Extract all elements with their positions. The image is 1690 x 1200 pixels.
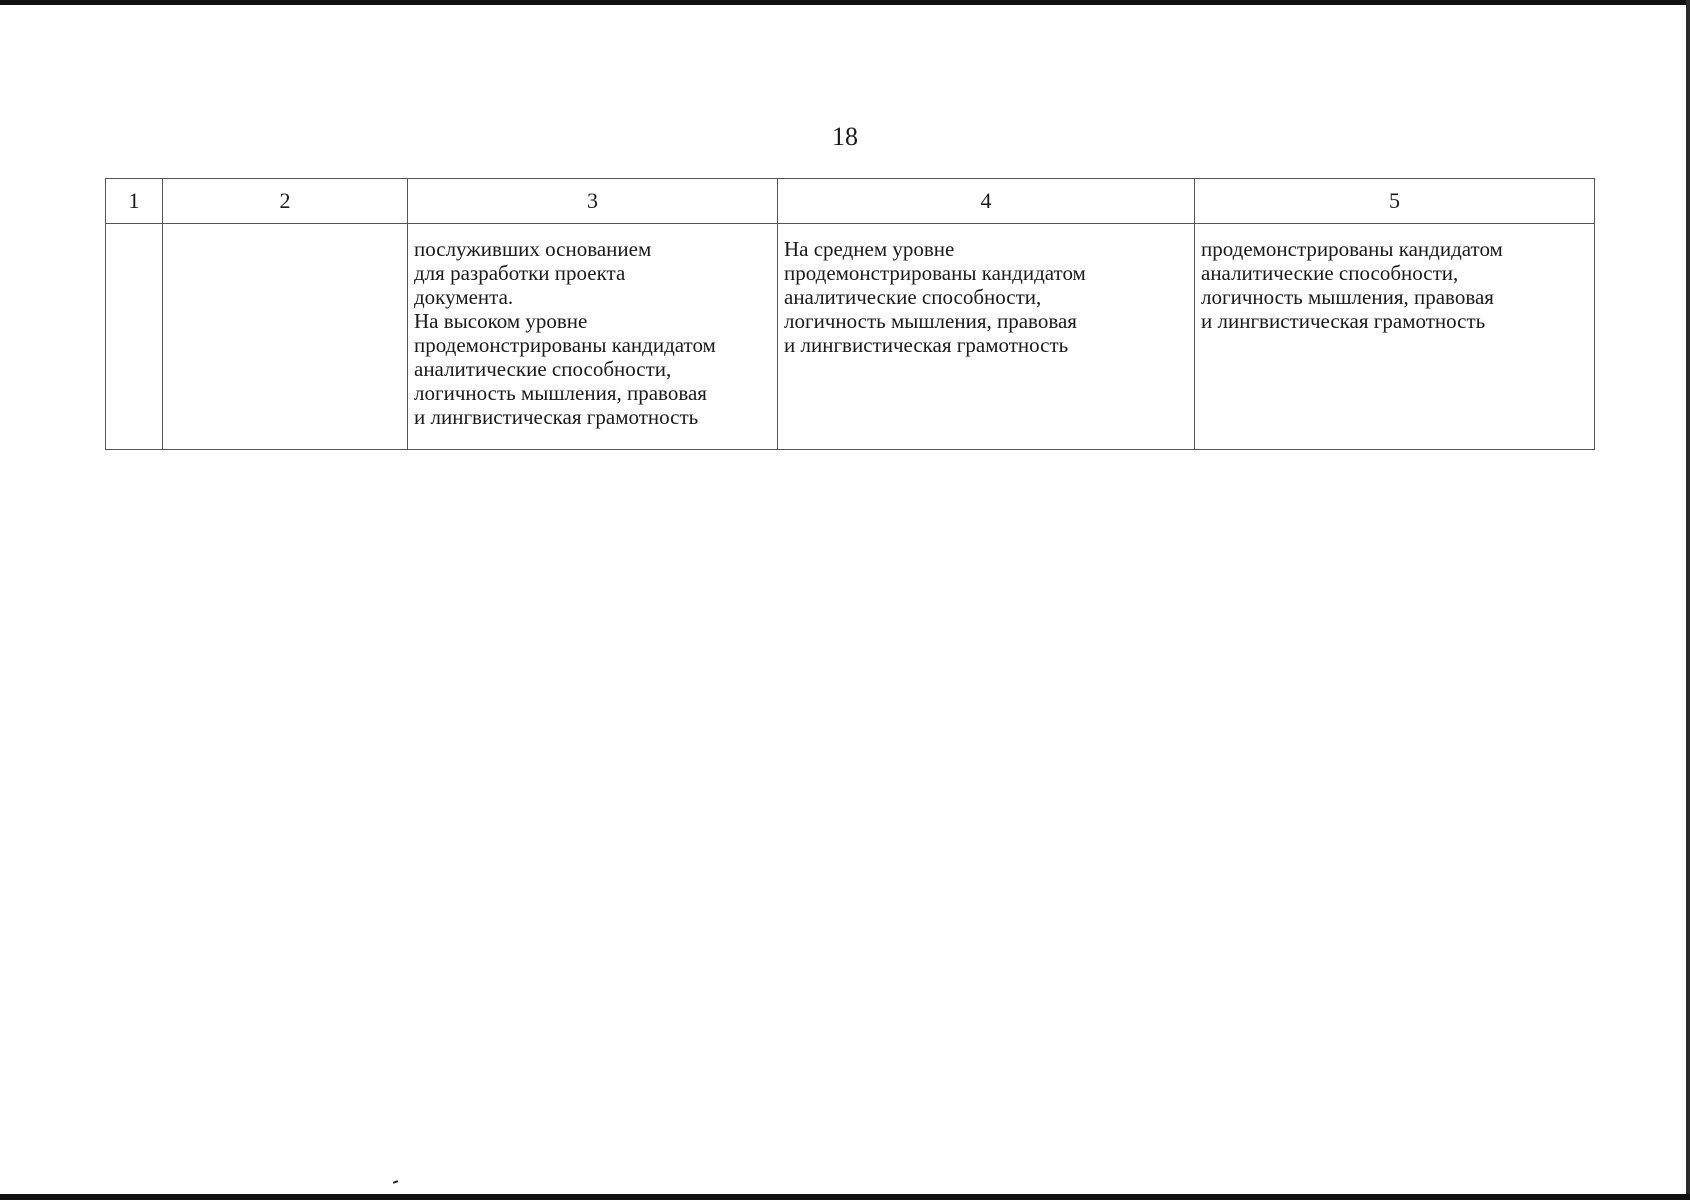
cell-text-line: логичность мышления, правовая (784, 309, 1077, 333)
cell-text-line: для разработки проекта (414, 261, 626, 285)
header-col-1: 1 (106, 179, 163, 224)
cell-text-line: послуживших основанием (414, 237, 652, 261)
cell-text-line: документа. (414, 285, 514, 309)
scan-speck (393, 1180, 398, 1184)
header-col-5: 5 (1195, 179, 1595, 224)
cell-text-line: аналитические способности, (414, 357, 672, 381)
cell-text-line: продемонстрированы кандидатом (1201, 237, 1503, 261)
cell-text-line: логичность мышления, правовая (414, 381, 707, 405)
table-row (106, 224, 1595, 450)
cell-text-line: продемонстрированы кандидатом (784, 261, 1086, 285)
header-col-4: 4 (778, 179, 1195, 224)
page-number: 18 (832, 122, 858, 151)
scan-edge-right (1686, 0, 1690, 1200)
scan-edge-top (0, 0, 1690, 5)
cell-text-line: На среднем уровне (784, 237, 955, 261)
cell-text-line: и лингвистическая грамотность (1201, 309, 1486, 333)
table-header-row (106, 179, 1595, 224)
cell-text-line: На высоком уровне (414, 309, 588, 333)
cell-col-2 (163, 224, 408, 450)
cell-col-3 (408, 224, 778, 450)
cell-col-5 (1195, 224, 1595, 450)
cell-text-line: продемонстрированы кандидатом (414, 333, 716, 357)
cell-text-line: логичность мышления, правовая (1201, 285, 1494, 309)
cell-text-line: аналитические способности, (1201, 261, 1459, 285)
cell-text-line: и лингвистическая грамотность (784, 333, 1069, 357)
criteria-table (105, 178, 1595, 450)
header-col-3: 3 (408, 179, 778, 224)
cell-text-line: и лингвистическая грамотность (414, 405, 699, 429)
cell-text-line: аналитические способности, (784, 285, 1042, 309)
cell-col-4 (778, 224, 1195, 450)
header-col-2: 2 (163, 179, 408, 224)
scan-edge-bottom (0, 1194, 1690, 1200)
cell-col-1 (106, 224, 163, 450)
